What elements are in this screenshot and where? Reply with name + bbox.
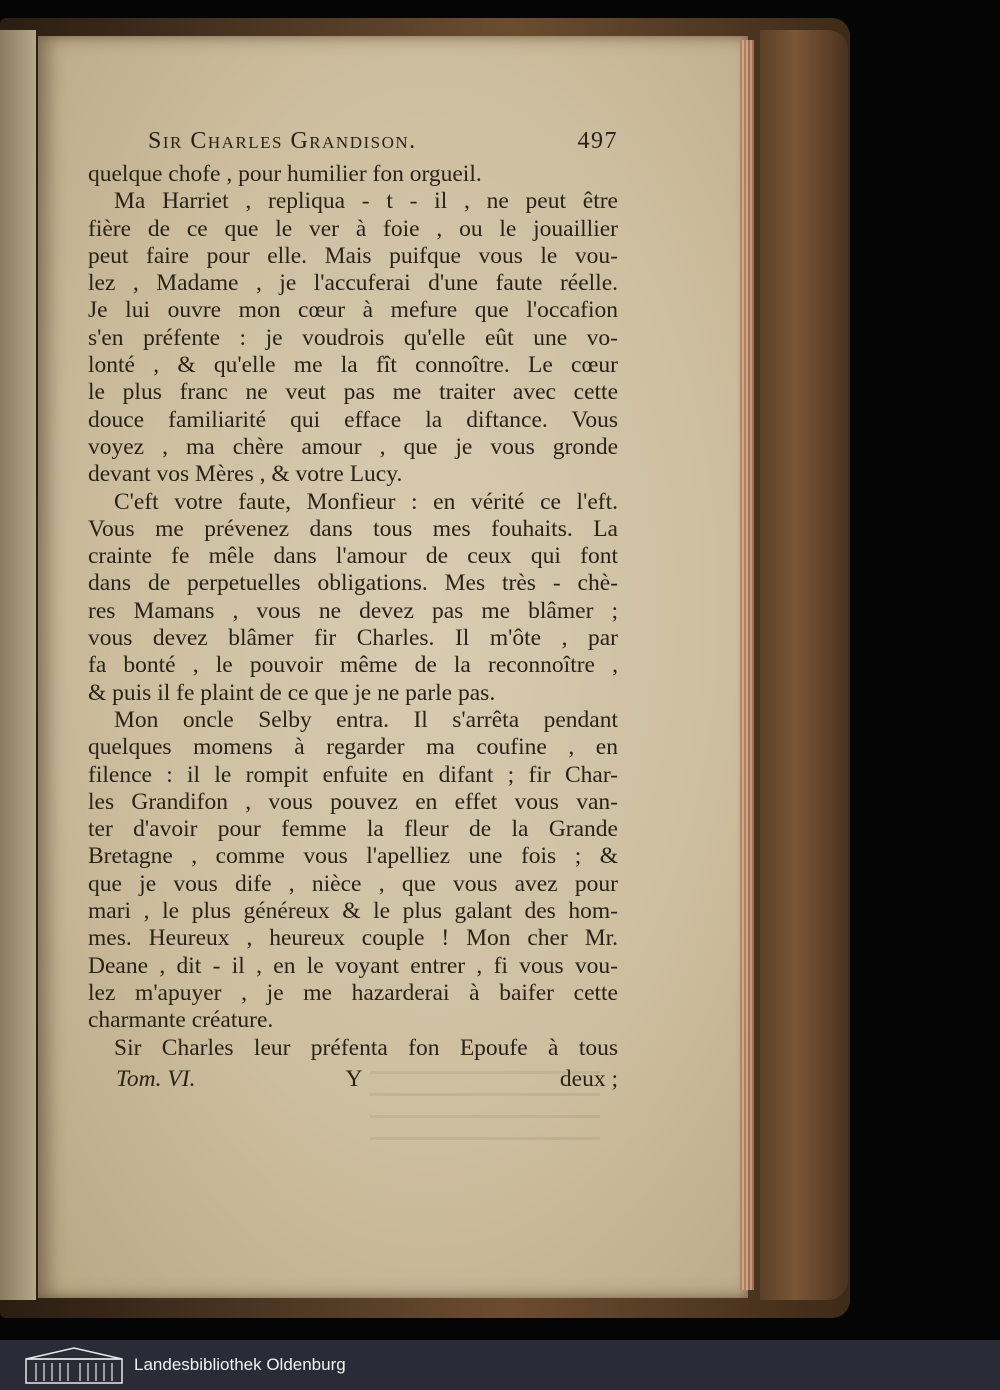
text-line: fa bonté , le pouvoir même de la reconnoître , xyxy=(88,652,618,679)
text-lines xyxy=(88,161,618,1062)
signature-mark: Y xyxy=(345,1065,363,1092)
library-building-icon xyxy=(24,1345,124,1385)
catchword: deux ; xyxy=(559,1065,618,1092)
text-line: devant vos Mères , & votre Lucy. xyxy=(88,461,403,488)
text-line: peut faire pour elle. Mais puifque vous le vou- xyxy=(88,242,618,269)
text-line: Bretagne , comme vous l'apelliez une fois ; & xyxy=(88,843,618,870)
text-line: Ma Harriet , repliqua - t - il , ne peut être xyxy=(114,188,618,215)
text-line: voyez , ma chère amour , que je vous gronde xyxy=(88,433,618,460)
left-page-edge xyxy=(0,30,36,1300)
text-line: vous devez blâmer fir Charles. Il m'ôte , par xyxy=(88,625,618,652)
text-line: lonté , & qu'elle me la fît connoître. Le cœur xyxy=(88,352,618,379)
text-line: lez , Madame , je l'accuferai d'une faute réelle. xyxy=(88,270,618,297)
text-line: Je lui ouvre mon cœur à mefure que l'occafion xyxy=(88,297,618,324)
text-line: dans de perpetuelles obligations. Mes très - chè- xyxy=(88,570,618,597)
text-line: s'en préfente : je voudrois qu'elle eût une vo- xyxy=(88,324,618,351)
cover-edge xyxy=(760,30,848,1300)
volume-mark: Tom. VI. xyxy=(116,1065,196,1092)
text-line: que je vous dife , nièce , que vous avez pour xyxy=(88,870,618,897)
page-number: 497 xyxy=(577,128,618,154)
text-line: Sir Charles leur préfenta fon Epoufe à tous xyxy=(114,1034,618,1061)
text-line: mari , le plus généreux & le plus galant des hom- xyxy=(88,898,618,925)
page-text xyxy=(88,128,618,1093)
text-line: mes. Heureux , heureux couple ! Mon cher Mr. xyxy=(88,925,618,952)
running-title: Sir Charles Grandison. xyxy=(148,128,417,154)
text-line: Deane , dit - il , en le voyant entrer , fi vous vou- xyxy=(88,952,618,979)
page-stack-edge xyxy=(740,40,754,1290)
text-line: quelques momens à regarder ma coufine , en xyxy=(88,734,618,761)
text-line: filence : il le rompit enfuite en difant ; fir Char- xyxy=(88,761,618,788)
text-line: les Grandifon , vous pouvez en effet vous van- xyxy=(88,788,618,815)
text-line: fière de ce que le ver à foie , ou le jouaillier xyxy=(88,215,618,242)
text-line: Mon oncle Selby entra. Il s'arrêta pendant xyxy=(114,706,618,733)
text-line: charmante créature. xyxy=(88,1007,274,1034)
text-line: Vous me prévenez dans tous mes fouhaits. La xyxy=(88,515,618,542)
text-line: le plus franc ne veut pas me traiter avec cette xyxy=(88,379,618,406)
text-line: res Mamans , vous ne devez pas me blâmer ; xyxy=(88,597,618,624)
text-line: quelque chofe , pour humilier fon orgueil. xyxy=(88,161,482,187)
library-footer-bar xyxy=(0,1340,1000,1390)
text-line: lez m'apuyer , je me hazarderai à baifer cette xyxy=(88,979,618,1006)
text-line: douce familiarité qui efface la diftance. Vous xyxy=(88,406,618,433)
text-line: crainte fe mêle dans l'amour de ceux qui font xyxy=(88,543,618,570)
page-footer xyxy=(88,1066,618,1093)
text-line: C'eft votre faute, Monfieur : en vérité ce l'eft. xyxy=(114,488,618,515)
library-name: Landesbibliothek Oldenburg xyxy=(134,1355,346,1374)
page-header xyxy=(148,128,618,155)
text-line: & puis il fe plaint de ce que je ne parle pas. xyxy=(88,679,496,706)
text-line: ter d'avoir pour femme la fleur de la Grande xyxy=(88,816,618,843)
